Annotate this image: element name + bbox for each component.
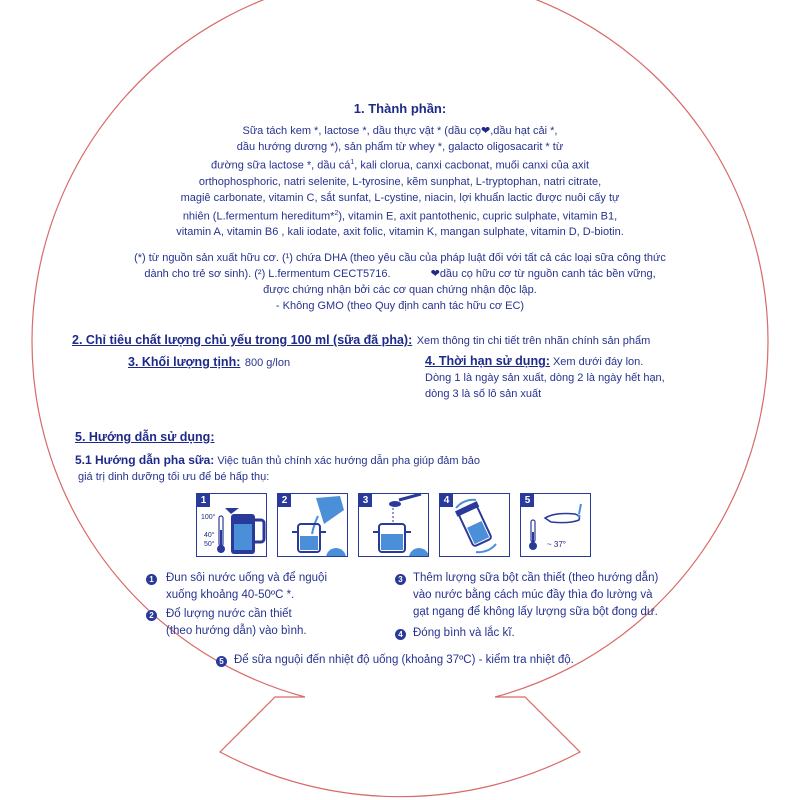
ingredients-heading: 1. Thành phần:	[353, 101, 447, 116]
heart-icon: ❤	[430, 268, 440, 280]
temp-label: 100°	[201, 514, 216, 521]
instruction-bullet: 2	[146, 610, 157, 621]
temp-label: 40°	[204, 532, 215, 539]
ingredients-line: , kali clorua, canxi cacbonat, muối canxi của axit	[354, 159, 590, 172]
instruction-line: vào nước bằng cách múc đầy thìa đo lường và	[413, 589, 653, 601]
quality-section	[72, 331, 772, 349]
instruction-line: (theo hướng dẫn) vào bình.	[166, 625, 307, 637]
instruction-item	[413, 570, 658, 621]
usage-sub	[75, 452, 595, 485]
expiry-line: Dòng 1 là ngày sản xuất, dòng 2 là ngày hết hạn,	[425, 372, 665, 384]
ingredients-line: đường sữa lactose *, dầu cá	[210, 159, 351, 172]
ingredients-line: Sữa tách kem *, lactose *, dầu thực vật * (dầu cọ	[242, 125, 481, 137]
usage-sub-heading: 5.1 Hướng dẫn pha sữa:	[75, 453, 215, 467]
ingredients-line: dầu hướng dương *), sản phẩm từ whey *, galacto oligosacarit * từ	[236, 141, 564, 153]
expiry-section	[425, 353, 745, 402]
expiry-line: dòng 3 là số lô sản xuất	[425, 388, 542, 400]
step-1-pictogram	[196, 493, 267, 557]
instruction-bullet: 3	[395, 574, 406, 585]
usage-sub-text: giá trị dinh dưỡng tối ưu để bé hấp thụ:	[78, 471, 270, 483]
ingredients-line: nhiên (L.fermentum hereditum*	[182, 210, 335, 223]
step-number: 5	[521, 494, 534, 507]
instruction-line: gạt ngang để không lấy lượng sữa bột đong dư.	[413, 606, 658, 618]
ingredients-line: orthophosphoric, natri selenite, L-tyrosine, kẽm sunphat, L-tryptophan, natri citrate,	[198, 175, 602, 188]
usage-sub-text: Việc tuân thủ chính xác hướng dẫn pha giúp đảm bảo	[217, 455, 481, 467]
weight-heading: 3. Khối lượng tịnh:	[128, 355, 241, 369]
step-number: 4	[440, 494, 453, 507]
instruction-line: xuống khoảng 40-50ºC *.	[166, 589, 295, 601]
ingredients-line: ,dầu hạt cải *,	[490, 125, 558, 137]
heart-icon: ❤	[481, 125, 491, 137]
step-number: 2	[278, 494, 291, 507]
step-3-pictogram	[358, 493, 429, 557]
instruction-item	[413, 625, 515, 642]
weight-value: 800 g/lon	[244, 357, 291, 369]
step-number: 3	[359, 494, 372, 507]
step-5-pictogram	[520, 493, 591, 557]
note-line: (*) từ nguồn sản xuất hữu cơ. (¹) chứa DHA (theo yêu cầu của pháp luật đối với tất cả các loại sữa công thức	[134, 252, 666, 264]
instruction-item	[166, 606, 307, 640]
instruction-bullet: 1	[146, 574, 157, 585]
usage-heading: 5. Hướng dẫn sử dụng:	[75, 430, 215, 444]
instruction-item	[234, 652, 574, 669]
step-4-pictogram	[439, 493, 510, 557]
step-pictograms	[196, 493, 590, 558]
temp-label: ~ 37°	[547, 540, 566, 549]
note-line: - Không GMO (theo Quy định canh tác hữu cơ EC)	[275, 300, 525, 312]
weight-section	[128, 353, 290, 371]
step-2-pictogram	[277, 493, 348, 557]
temp-label: 50°	[204, 541, 215, 548]
notes-block	[100, 250, 700, 314]
expiry-heading: 4. Thời hạn sử dụng:	[425, 354, 550, 368]
footnote-marker: 1	[350, 159, 355, 166]
instruction-item	[166, 570, 327, 604]
ingredients-line: ), vitamin E, axit pantothenic, cupric sulphate, vitamin B1,	[338, 210, 618, 223]
instruction-bullet: 5	[216, 656, 227, 667]
note-line: dành cho trẻ sơ sinh). (²) L.fermentum CECT5716.	[144, 268, 391, 280]
quality-text: Xem thông tin chi tiết trên nhãn chính sản phẩm	[416, 335, 651, 347]
instruction-line: Đóng bình và lắc kĩ.	[413, 627, 515, 639]
step-number: 1	[197, 494, 210, 507]
instruction-line: Đổ lượng nước cần thiết	[166, 608, 292, 620]
note-line: được chứng nhận bởi các cơ quan chứng nhận độc lập.	[263, 284, 537, 296]
instruction-line: Để sữa nguội đến nhiệt độ uống (khoảng 37ºC) - kiểm tra nhiệt độ.	[234, 654, 574, 666]
ingredients-list	[150, 123, 650, 240]
instruction-line: Thêm lượng sữa bột cần thiết (theo hướng dẫn)	[413, 572, 659, 584]
note-line: dầu cọ hữu cơ từ nguồn canh tác bền vững,	[439, 268, 656, 280]
footnote-marker: 2	[334, 209, 339, 217]
instruction-bullet: 4	[395, 629, 406, 640]
ingredients-line: magiê carbonate, vitamin C, sắt sunfat, L-cystine, niacin, lợi khuẩn lactic được nuôi cấy tự	[180, 191, 620, 204]
expiry-line: Xem dưới đáy lon.	[552, 356, 644, 368]
quality-heading: 2. Chỉ tiêu chất lượng chủ yếu trong 100 ml (sữa đã pha):	[72, 333, 413, 347]
ingredients-line: vitamin A, vitamin B6 , kali iodate, axit folic, vitamin K, mangan sulphate, vitamin D, D-biotin.	[176, 226, 624, 239]
instruction-line: Đun sôi nước uống và để nguội	[166, 572, 328, 584]
